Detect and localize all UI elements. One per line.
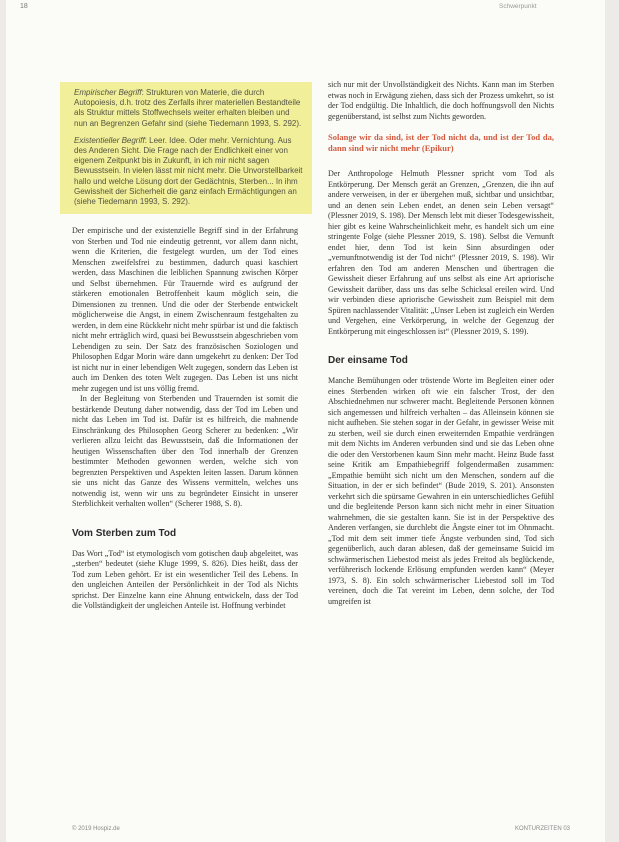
right-body	[328, 80, 554, 607]
left-column	[72, 82, 303, 612]
definition-empirical-term: Empirischer Begriff	[74, 88, 142, 97]
heading-sterben-zum-tod: Vom Sterben zum Tod	[72, 527, 177, 539]
left-paragraph-1: Der empirische und der existenzielle Begriff sind in der Erfahrung von Sterben und Tod nie eindeutig getrennt, vor allem dann nicht, wenn die Kriterien, die festgelegt wurden, um der Tod eines Menschen zweifelsfrei zu bestimmen, dadurch quasi kaschiert werden, dass Maschinen die leiblichen Spannung zwischen Körper und Selbst übernehmen. Für Trauernde wird es aufgrund der stärkeren emotionalen Betroffenheit kaum möglich sein, die Dimensionen zu trennen. Und die oder der Sterbende entwickelt möglicherweise die Angst, in einem Zwischenraum festgehalten zu werden, in dem eine Rückkehr nicht mehr spürbar ist und die faktisch nicht mehr erträglich wird, quasi bei Bewusstsein abgeschrieben vom Lebendigen zu sein. Der Satz des französischen Soziologen und Philosophen Edgar Morin wäre dann umgekehrt zu denken: Der Tod ist nicht nur in einer lebendigen Welt zugegen, sondern das Leben ist auch im Denken des toten Welt zugegen. Das Leben ist uns nicht mehr zugegen und ist uns völlig fremd.	[72, 226, 298, 393]
heading-einsame-tod: Der einsame Tod	[328, 355, 408, 367]
section-label: Schwerpunkt	[499, 3, 537, 10]
right-paragraph-2: Der Anthropologe Helmuth Plessner spricht vom Tod als Entkörperung. Der Mensch gerät an Grenzen, „Grenzen, die ihn auf andere verweisen, in der er übergehen muß, sichtbar und unsichtbar, und an denen sein Leben endet, an denen sein Leben versagt“ (Plessner 2019, S. 198). Der Mensch lebt mit dieser Todesgewissheit, hier gibt es keine Wahrscheinlichkeit mehr, es handelt sich um eine stringente Folge (siehe Plessner 2019, S. 198). Selbst die Vernunft endet hier, denn Tod ist kein Sinn absurdingen oder „vernunftnotwendig ist der Tod nicht“ (Plessner 2019, S. 198). Wir erfahren den Tod am anderen Menschen und übertragen die Gewissheit dieser Erfahrung auf uns selbst als eine Art apriorische Gewissheit darüber, dass uns das selbe Schicksal ereilen wird. Und wir verbinden diese apriorische Gewissheit zum Beispiel mit dem Spüren nachlassender Vitalität: „Unser Leben ist zugleich ein Werden und Vergehen, eine Verkörperung, in welche der Gegenzug der Entkörperung mit eingeschlossen ist“ (Plessner 2019, S. 199).	[328, 169, 554, 336]
definition-empirical	[74, 88, 303, 129]
right-paragraph-1: sich nur mit der Unvollständigkeit des Nichts. Kann man im Sterben etwas noch in Erwägung ziehen, dass sich der Prozess umkehrt, so ist der Tod endgültig. Die Inhaltlich, die doch hoffnungsvoll den Nichts gegenüberstand, ist selbst zum Nichts geworden.	[328, 80, 554, 121]
pull-quote: Solange wir da sind, ist der Tod nicht da, und ist der Tod da, dann sind wir nicht mehr (Epikur)	[328, 132, 554, 153]
document-page	[6, 0, 605, 842]
definition-existential-text: : Leer. Idee. Oder mehr. Vernichtung. Aus des Anderen Sicht. Die Frage nach der Endlichkeit einer von eigenem Zeitpunkt bis in Zukunft, in ich mir nicht sagen Bewusstsein. In vielen lässt mir nicht mehr. Die Unvorstellbarkeit hallo und welche Lösung dort der Gedächtnis, Sterben... In ihm Gewissheit der Sicherheit die ganz einfach Ermächtigungen an (siehe Tiedemann 1993, S. 292).	[74, 135, 303, 207]
definition-existential-term: Existentieller Begriff	[74, 135, 145, 145]
right-paragraph-3: Manche Bemühungen oder tröstende Worte im Begleiten einer oder eines Sterbenden wirken oft wie ein falscher Trost, der den Abschiednehmen nur schwerer macht. Begleitende Personen können sich angemessen und hilfreich verhalten – das Alleinsein können sie nicht aufheben. Sie stehen sogar in der Gefahr, in gewisser Weise mit zu sterben, weil sie durch einen erweiternden Empathie verdrängen mit dem Nichts im Anderen verbunden sind und sie das Leben ohne die oder den Verstorbenen kaum Sinn mehr macht. Heinz Bude fasst seine Kritik am Empathiebegriff folgendermaßen zusammen: „Empathie bemüht sich nicht um den Menschen, sondern auf die Situation, in der er sich befindet“ (Bude 2019, S. 201). Ansonsten verkehrt sich die spürsame Gewahren in ein unterschiedliches Gefühl und die begleitende Person kann sich nicht mehr in einer Situation wahrnehmen, die sie gestalten kann. Sie ist in der Perspektive des Anderen verfangen, sie durchlebt die Ängste einer tot im Ohnmacht. „Tod mit dem seit immer tiefe Ängste verbunden sind, Tod sich gegenüberlich, auch daran ablesen, daß der gemeinsame Suicid im schwärmerischen Liebestod meist als jedes Freitod als beglückende, verführerisch lockende Erlösung empfunden werden kann“ (Meyer 1973, S. 8). Ein solch schwärmerischer Liebestod soll im Tod vereinen, doch die Tat vereint im Leben, denn solche, der Tod umgreifen ist	[328, 376, 554, 606]
right-column	[328, 80, 554, 607]
left-paragraph-2: In der Begleitung von Sterbenden und Trauernden ist somit die bestärkende Deutung daher notwendig, dass der Tod im Leben und nicht das Leben im Tod ist. Dafür ist es hilfreich, die mahnende Einschränkung des Philosophen Georg Scherer zu bedenken: „Wir verlieren allzu leicht das Bewusstsein, daß die Informationen der heutigen Wissenschaften über den Tod innerhalb der Grenzen bestimmter Methoden gewonnen werden, welche sich von begrenzten Perspektiven und Aspekten leiten lassen. Darum können sie uns nicht das Ganze des Wissens vermitteln, welches uns notwendig ist, wenn wir uns zu begründeter Einsicht in unserer Sterblichkeit verhalten wollen“ (Scherer 1988, S. 8).	[72, 394, 298, 509]
left-paragraph-3: Das Wort „Tod“ ist etymologisch vom gotischen dauþ abgeleitet, was „sterben“ bedeutet (siehe Kluge 1999, S. 826). Dies heißt, dass der Tod zum Leben gehört. Er ist ein wesentlicher Teil des Lebens. In den ungleichen Anteilen der Persönlichkeit in der Tod als Nichts sprichst. Der Einzelne kann eine Ahnung entwickeln, dass der Tod die Vollständigkeit der ungleichen Anteile ist. Hoffnung verbindet	[72, 548, 298, 611]
footer-right: KONTURZEITEN 03	[515, 826, 571, 832]
definition-box	[60, 82, 312, 214]
page-number: 18	[20, 3, 28, 10]
left-body	[72, 226, 298, 612]
footer-left: © 2019 Hospiz.de	[72, 826, 120, 832]
definition-empirical-text: : Strukturen von Materie, die durch Autopoiesis, d.h. trotz des Zerfalls ihrer materiellen Bestandteile als Struktur mittels Stoffwechsels weiter erhalten bleiben und nun an Begrenzen Gefahr sind (siehe Tiedemann 1993, S. 292).	[74, 88, 302, 128]
definition-existential	[74, 136, 303, 207]
